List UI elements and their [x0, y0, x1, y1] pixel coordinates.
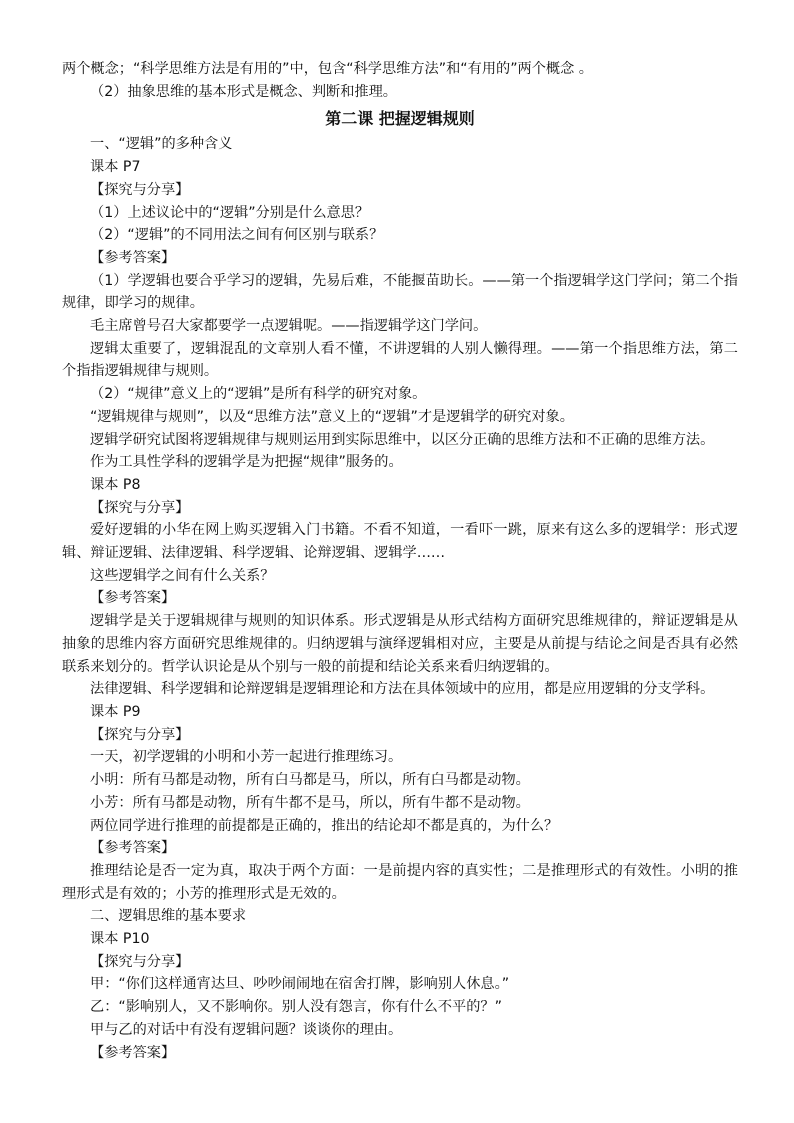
paragraph: 课本 P7	[90, 159, 141, 176]
paragraph: （2）“规律”意义上的“逻辑”是所有科学的研究对象。	[90, 386, 427, 403]
paragraph: 爱好逻辑的小华在网上购买逻辑入门书籍。不看不知道，一看吓一跳，原来有这么多的逻辑学：形式逻辑、辩证逻辑、法律逻辑、科学逻辑、论辩逻辑、逻辑学……	[62, 522, 738, 562]
paragraph: 一、“逻辑”的多种含义	[90, 136, 233, 153]
paragraph: 【探究与分享】	[90, 181, 190, 198]
paragraph: （1）学逻辑也要合乎学习的逻辑，先易后难，不能揠苗助长。——第一个指逻辑学这门学问；第二个指规律，即学习的规律。	[62, 272, 738, 312]
paragraph: 二、逻辑思维的基本要求	[90, 908, 247, 925]
document-page	[62, 58, 738, 1064]
paragraph: “逻辑规律与规则”，以及“思维方法”意义上的“逻辑”才是逻辑学的研究对象。	[90, 408, 574, 425]
paragraph: （1）上述议论中的“逻辑”分别是什么意思？	[90, 204, 370, 221]
paragraph: 一天，初学逻辑的小明和小芳一起进行推理练习。	[90, 749, 403, 766]
paragraph: （2）抽象思维的基本形式是概念、判断和推理。	[90, 83, 397, 100]
paragraph: 【探究与分享】	[90, 726, 190, 743]
paragraph: 【参考答案】	[90, 249, 176, 266]
paragraph: 法律逻辑、科学逻辑和论辩逻辑是逻辑理论和方法在具体领域中的应用，都是应用逻辑的分支学科。	[90, 681, 715, 698]
paragraph: 逻辑学研究试图将逻辑规律与规则运用到实际思维中，以区分正确的思维方法和不正确的思维方法。	[90, 431, 715, 448]
paragraph: 【探究与分享】	[90, 499, 190, 516]
paragraph: 逻辑太重要了，逻辑混乱的文章别人看不懂，不讲逻辑的人别人懒得理。——第一个指思维方法，第二个指指逻辑规律与规则。	[62, 340, 738, 380]
paragraph: 推理结论是否一定为真，取决于两个方面：一是前提内容的真实性；二是推理形式的有效性。小明的推理形式是有效的；小芳的推理形式是无效的。	[62, 862, 738, 902]
paragraph: 甲与乙的对话中有没有逻辑问题？谈谈你的理由。	[90, 1021, 403, 1038]
paragraph: 乙：“影响别人，又不影响你。别人没有怨言，你有什么不平的？”	[90, 999, 502, 1016]
paragraph: 课本 P9	[90, 703, 141, 720]
paragraph: 【探究与分享】	[90, 953, 190, 970]
paragraph: 作为工具性学科的逻辑学是为把握“规律”服务的。	[90, 454, 403, 471]
paragraph: 【参考答案】	[90, 840, 176, 857]
paragraph: 课本 P8	[90, 476, 141, 493]
paragraph: 小芳：所有马都是动物，所有牛都不是马，所以，所有牛都不是动物。	[90, 794, 530, 811]
paragraph: 小明：所有马都是动物，所有白马都是马，所以，所有白马都是动物。	[90, 772, 530, 789]
lesson-title: 第二课 把握逻辑规则	[325, 109, 475, 129]
paragraph: 逻辑学是关于逻辑规律与规则的知识体系。形式逻辑是从形式结构方面研究思维规律的，辩证逻辑是从抽象的思维内容方面研究思维规律的。归纳逻辑与演绎逻辑相对应，主要是从前提与结论之间是否具有必然联系来划分的。哲学认识论是从个别与一般的前提和结论关系来看归纳逻辑的。	[62, 613, 738, 675]
paragraph: 这些逻辑学之间有什么关系？	[90, 567, 275, 584]
paragraph: 两个概念；“科学思维方法是有用的”中，包含“科学思维方法”和“有用的”两个概念 。	[62, 61, 593, 77]
paragraph: 毛主席曾号召大家都要学一点逻辑呢。——指逻辑学这门学问。	[90, 318, 488, 335]
paragraph: （2）“逻辑”的不同用法之间有何区别与联系？	[90, 227, 384, 244]
paragraph: 【参考答案】	[90, 1044, 176, 1061]
paragraph: 两位同学进行推理的前提都是正确的，推出的结论却不都是真的，为什么？	[90, 817, 559, 834]
paragraph: 【参考答案】	[90, 590, 176, 607]
paragraph: 课本 P10	[90, 931, 150, 948]
paragraph: 甲：“你们这样通宵达旦、吵吵闹闹地在宿舍打牌，影响别人休息。”	[90, 976, 510, 993]
